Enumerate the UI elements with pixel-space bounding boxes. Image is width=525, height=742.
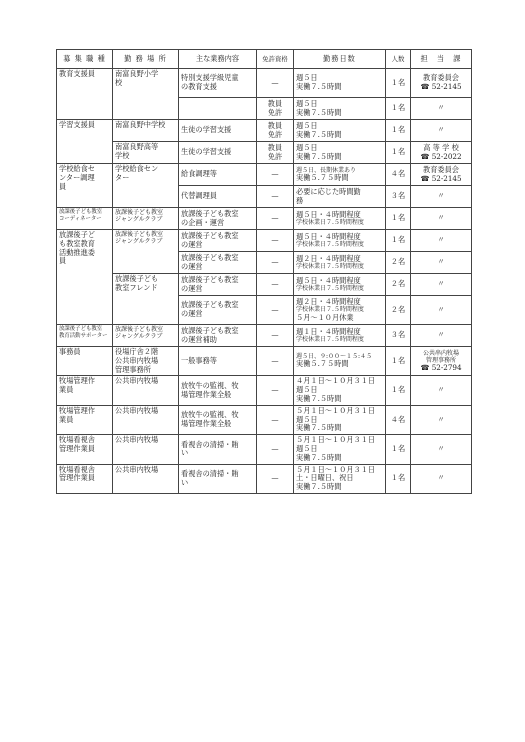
duties-cell: [179, 186, 257, 208]
table-row: [57, 376, 472, 405]
table-row: [57, 325, 472, 347]
cell-line: ５月１日～１０月３１日: [296, 464, 376, 474]
cell-line: ５月～１０月休業: [296, 312, 354, 322]
cell-line: 学校給食セン: [115, 164, 159, 173]
license-cell: [257, 120, 294, 142]
cell-line: 学校休業日７.５時間程度: [296, 219, 364, 227]
place-cell: [113, 164, 179, 208]
cell-line: 教育活動サポーター: [59, 333, 108, 339]
cell-line: 一般事務等: [181, 355, 217, 365]
work-days-cell: [294, 435, 386, 464]
headcount-cell: １名: [386, 98, 411, 120]
cell-line: 〃: [437, 235, 445, 245]
job-title-cell: [57, 435, 113, 464]
cell-line: 放課後子ども教室: [115, 209, 164, 216]
cell-line: 放課後子ども教室: [181, 208, 239, 218]
cell-line: 免許: [267, 151, 283, 161]
department-cell: [411, 252, 472, 274]
cell-line: —: [271, 279, 279, 289]
cell-line: 公共串内牧場: [115, 435, 159, 445]
cell-line: 実働７.５時間: [296, 107, 342, 117]
cell-line: —: [271, 213, 279, 223]
license-cell: [257, 325, 294, 347]
license-cell: [257, 69, 294, 98]
table-row: [57, 142, 472, 164]
headcount-cell: １名: [386, 435, 411, 464]
job-table-body: [57, 69, 472, 494]
cell-line: 〃: [437, 279, 445, 289]
cell-line: 週５日・４時間程度: [296, 275, 361, 285]
cell-line: の運営: [181, 309, 203, 318]
job-title-cell: [57, 405, 113, 434]
cell-line: 土・日曜日、祝日: [296, 473, 354, 483]
duties-cell: [179, 120, 257, 142]
place-cell: [113, 274, 179, 325]
cell-line: 学校休業日７.５時間程度: [296, 336, 364, 344]
cell-line: 南富良野小学: [115, 69, 159, 78]
job-title-cell: [57, 347, 113, 376]
phone-number: ☎ 52-2022: [413, 153, 469, 162]
cell-line: の運営: [181, 261, 203, 271]
cell-line: 教員: [267, 98, 283, 108]
duties-cell: [179, 274, 257, 296]
duties-cell: [179, 296, 257, 325]
cell-line: 教員: [267, 142, 283, 152]
cell-line: —: [271, 330, 279, 340]
cell-line: 放課後子ども教室: [59, 209, 103, 215]
license-cell: [257, 164, 294, 186]
phone-number: ☎ 52-2145: [413, 83, 469, 92]
cell-line: —: [271, 385, 279, 395]
place-cell: [113, 142, 179, 164]
license-cell: [257, 347, 294, 376]
cell-line: 免許: [267, 129, 283, 139]
cell-line: 〃: [437, 443, 445, 453]
license-cell: [257, 142, 294, 164]
cell-line: 牧場管理作: [59, 376, 95, 386]
headcount-cell: １名: [386, 142, 411, 164]
header-dept: 担 当 課: [411, 50, 472, 69]
cell-line: 代替調理員: [181, 191, 217, 201]
work-days-cell: [294, 69, 386, 98]
cell-line: 特別支援学級児童: [181, 73, 239, 83]
cell-line: ジャングルクラブ: [115, 216, 163, 224]
work-days-cell: [294, 142, 386, 164]
table-row: [57, 208, 472, 230]
cell-line: —: [271, 473, 279, 483]
table-row: [57, 347, 472, 376]
cell-line: 〃: [437, 473, 445, 483]
work-days-cell: [294, 230, 386, 252]
cell-line: 〃: [437, 103, 445, 113]
license-cell: [257, 98, 294, 120]
cell-line: 教育委員会: [423, 164, 459, 174]
header-days: 勤務日数: [294, 50, 386, 69]
department-cell: [411, 296, 472, 325]
cell-line: 教育支援員: [59, 69, 95, 78]
cell-line: ター: [115, 172, 130, 182]
headcount-cell: １名: [386, 347, 411, 376]
cell-line: 活動推進委: [59, 247, 95, 257]
header-job: 募 集 職 種: [57, 50, 113, 69]
job-title-cell: [57, 325, 113, 347]
department-cell: [411, 325, 472, 347]
cell-line: 学校給食セ: [59, 164, 95, 173]
cell-line: 南富良野高等: [115, 142, 159, 151]
cell-line: 事務員: [59, 347, 81, 356]
cell-line: 放牧牛の監視、牧: [181, 380, 239, 390]
cell-line: の企画・運営: [181, 217, 225, 227]
phone-number: ☎ 52-2145: [413, 175, 469, 184]
duties-cell: [179, 208, 257, 230]
cell-line: 放牧牛の監視、牧: [181, 410, 239, 420]
cell-line: —: [271, 257, 279, 267]
headcount-cell: １名: [386, 208, 411, 230]
department-cell: [411, 142, 472, 164]
cell-line: 週５日・４時間程度: [296, 231, 361, 241]
work-days-cell: [294, 186, 386, 208]
cell-line: ４月１日～１０月３１日: [296, 376, 376, 386]
duties-cell: [179, 230, 257, 252]
headcount-cell: ２名: [386, 296, 411, 325]
cell-line: 校: [115, 77, 123, 87]
cell-line: 週５日・４時間程度: [296, 209, 361, 219]
cell-line: 教育委員会: [423, 73, 459, 83]
table-row: [57, 69, 472, 98]
headcount-cell: ２名: [386, 274, 411, 296]
table-row: [57, 405, 472, 434]
cell-line: 〃: [437, 191, 445, 201]
cell-line: も教室教育: [59, 238, 95, 248]
cell-line: 実働７.５時間: [296, 482, 342, 492]
headcount-cell: ３名: [386, 325, 411, 347]
cell-line: 免許: [267, 107, 283, 117]
department-cell: [411, 230, 472, 252]
cell-line: 放課後子ども教室: [181, 300, 239, 310]
cell-line: い: [181, 477, 189, 487]
cell-line: 管理事務所: [115, 364, 151, 374]
cell-line: 学校休業日７.５時間程度: [296, 306, 364, 314]
job-title-cell: [57, 120, 113, 164]
cell-line: 放課後子ども教室: [181, 325, 239, 335]
headcount-cell: ２名: [386, 252, 411, 274]
cell-line: 〃: [437, 304, 445, 314]
cell-line: 公共串内牧場: [115, 464, 159, 474]
cell-line: ンター調理: [59, 172, 95, 182]
place-cell: [113, 435, 179, 464]
duties-cell: [179, 464, 257, 493]
cell-line: 週５日: [296, 73, 318, 83]
cell-line: 週５日: [296, 414, 318, 424]
cell-line: —: [271, 169, 279, 179]
headcount-cell: １名: [386, 464, 411, 493]
headcount-cell: １名: [386, 120, 411, 142]
cell-line: 給食調理等: [181, 169, 217, 179]
cell-line: 員: [59, 181, 67, 191]
duties-cell: [179, 325, 257, 347]
department-cell: [411, 164, 472, 186]
headcount-cell: ３名: [386, 186, 411, 208]
place-cell: [113, 120, 179, 142]
cell-line: 放課後子ども教室: [181, 252, 239, 262]
license-cell: [257, 405, 294, 434]
place-cell: [113, 230, 179, 274]
cell-line: 牧場看視舎: [59, 435, 95, 445]
department-cell: [411, 120, 472, 142]
cell-line: 放課後子ど: [59, 230, 95, 239]
cell-line: 公共串内牧場: [115, 376, 159, 386]
cell-line: 〃: [437, 125, 445, 135]
cell-line: 学校休業日７.５時間程度: [296, 241, 364, 249]
cell-line: の教育支援: [181, 82, 217, 91]
headcount-cell: １名: [386, 69, 411, 98]
work-days-cell: [294, 405, 386, 434]
job-title-cell: [57, 376, 113, 405]
job-title-cell: [57, 464, 113, 493]
cell-line: 役場庁舎２階: [115, 347, 159, 356]
license-cell: [257, 252, 294, 274]
cell-line: 〃: [437, 330, 445, 340]
cell-line: 学校休業日７.５時間程度: [296, 263, 364, 271]
job-title-cell: [57, 208, 113, 230]
cell-line: 高 等 学 校: [423, 142, 459, 152]
job-title-cell: [57, 230, 113, 325]
work-days-cell: [294, 164, 386, 186]
duties-cell: [179, 69, 257, 98]
duties-cell: [179, 347, 257, 376]
cell-line: ５月１日～１０月３１日: [296, 435, 376, 445]
cell-line: 看視舎の清掃・賄: [181, 439, 239, 449]
place-cell: [113, 376, 179, 405]
work-days-cell: [294, 347, 386, 376]
work-days-cell: [294, 120, 386, 142]
license-cell: [257, 435, 294, 464]
cell-line: 実働７.５時間: [296, 82, 342, 91]
license-cell: [257, 208, 294, 230]
cell-line: 週２日・４時間程度: [296, 296, 361, 306]
cell-line: 週５日、長期休業あり: [296, 166, 357, 174]
headcount-cell: １名: [386, 376, 411, 405]
cell-line: 学校休業日７.５時間程度: [296, 285, 364, 293]
cell-line: 牧場管理作: [59, 405, 95, 415]
cell-line: 週２日・４時間程度: [296, 253, 361, 263]
cell-line: —: [271, 443, 279, 453]
job-listing-sheet: [56, 49, 471, 494]
department-cell: [411, 208, 472, 230]
cell-line: 〃: [437, 257, 445, 267]
cell-line: —: [271, 304, 279, 314]
cell-line: 放課後子ども教室: [59, 326, 103, 332]
license-cell: [257, 230, 294, 252]
place-cell: [113, 405, 179, 434]
cell-line: 公共串内牧場: [422, 349, 459, 357]
table-row: [57, 164, 472, 186]
cell-line: 週５日: [296, 98, 318, 108]
duties-cell: [179, 405, 257, 434]
cell-line: 業員: [59, 385, 74, 395]
cell-line: 実働７.５時間: [296, 423, 342, 433]
cell-line: 放課後子ども: [115, 274, 159, 283]
cell-line: 実働７.５時間: [296, 129, 342, 139]
cell-line: ５月１日～１０月３１日: [296, 405, 376, 415]
department-cell: [411, 464, 472, 493]
work-days-cell: [294, 208, 386, 230]
cell-line: —: [271, 414, 279, 424]
cell-line: 実働５.７５時間: [296, 359, 349, 369]
headcount-cell: ４名: [386, 164, 411, 186]
cell-line: 場管理作業全般: [181, 389, 232, 399]
place-cell: [113, 325, 179, 347]
department-cell: [411, 435, 472, 464]
cell-line: ジャングルクラブ: [115, 238, 163, 246]
phone-number: ☎ 52-2794: [413, 364, 469, 373]
work-days-cell: [294, 376, 386, 405]
work-days-cell: [294, 296, 386, 325]
cell-line: の運営: [181, 283, 203, 293]
work-days-cell: [294, 252, 386, 274]
work-days-cell: [294, 98, 386, 120]
department-cell: [411, 405, 472, 434]
department-cell: [411, 186, 472, 208]
cell-line: 実働７.５時間: [296, 452, 342, 462]
cell-line: 場管理作業全般: [181, 418, 232, 428]
cell-line: 週１日・４時間程度: [296, 326, 361, 336]
table-row: [57, 435, 472, 464]
cell-line: 公共串内牧場: [115, 355, 159, 365]
cell-line: 〃: [437, 213, 445, 223]
cell-line: 〃: [437, 385, 445, 395]
department-cell: [411, 98, 472, 120]
cell-line: 南富良野中学校: [115, 120, 166, 129]
cell-line: ジャングルクラブ: [115, 333, 163, 341]
license-cell: [257, 376, 294, 405]
cell-line: —: [271, 191, 279, 201]
cell-line: 週５日: [296, 385, 318, 395]
header-count: 人数: [386, 50, 411, 69]
place-cell: [113, 208, 179, 230]
header-duties: 主な業務内容: [179, 50, 257, 69]
license-cell: [257, 296, 294, 325]
duties-cell: [179, 164, 257, 186]
duties-cell: [179, 435, 257, 464]
cell-line: —: [271, 77, 279, 87]
duties-cell: [179, 142, 257, 164]
work-days-cell: [294, 464, 386, 493]
cell-line: 放課後子ども教室: [115, 326, 164, 333]
cell-line: 放課後子ども教室: [181, 274, 239, 284]
work-days-cell: [294, 274, 386, 296]
license-cell: [257, 186, 294, 208]
cell-line: 学習支援員: [59, 120, 95, 129]
cell-line: 生徒の学習支援: [181, 125, 232, 135]
cell-line: 教室フレンド: [115, 282, 158, 292]
header-place: 勤 務 場 所: [113, 50, 179, 69]
job-title-cell: [57, 69, 113, 120]
place-cell: [113, 69, 179, 120]
cell-line: の運営: [181, 239, 203, 249]
cell-line: 生徒の学習支援: [181, 147, 232, 157]
cell-line: 週５日: [296, 120, 318, 130]
duties-cell: [179, 376, 257, 405]
cell-line: —: [271, 355, 279, 365]
cell-line: 放課後子ども教室: [115, 231, 164, 238]
header-row: [57, 50, 472, 69]
table-row: [57, 274, 472, 296]
job-listing-table: [56, 49, 472, 494]
cell-line: 務: [296, 195, 304, 205]
duties-cell: [179, 252, 257, 274]
cell-line: 業員: [59, 414, 74, 424]
department-cell: [411, 347, 472, 376]
table-row: [57, 464, 472, 493]
cell-line: 管理作業員: [59, 473, 95, 483]
department-cell: [411, 274, 472, 296]
department-cell: [411, 69, 472, 98]
cell-line: 看視舎の清掃・賄: [181, 468, 239, 478]
cell-line: 放課後子ども教室: [181, 230, 239, 240]
headcount-cell: ４名: [386, 405, 411, 434]
cell-line: コーディネーター: [59, 216, 102, 222]
cell-line: 週５日: [296, 443, 318, 453]
work-days-cell: [294, 325, 386, 347]
table-row: [57, 120, 472, 142]
cell-line: 教員: [267, 120, 283, 130]
cell-line: 必要に応じた時間勤: [296, 186, 361, 196]
cell-line: 〃: [437, 414, 445, 424]
cell-line: 実働５.７５時間: [296, 172, 349, 182]
license-cell: [257, 464, 294, 493]
cell-line: 牧場看視舎: [59, 464, 95, 474]
cell-line: 週５日、９:００～１５:４５: [296, 353, 373, 361]
cell-line: の運営補助: [181, 334, 217, 344]
license-cell: [257, 274, 294, 296]
place-cell: [113, 464, 179, 493]
cell-line: 管理事務所: [425, 356, 456, 364]
table-row: [57, 230, 472, 252]
cell-line: 公共串内牧場: [115, 405, 159, 415]
department-cell: [411, 376, 472, 405]
cell-line: —: [271, 235, 279, 245]
cell-line: 管理作業員: [59, 443, 95, 453]
cell-line: 実働７.５時間: [296, 393, 342, 403]
job-title-cell: [57, 164, 113, 208]
cell-line: 学校: [115, 150, 130, 160]
cell-line: い: [181, 448, 189, 458]
header-license: 免許資格: [257, 50, 294, 69]
place-cell: [113, 347, 179, 376]
cell-line: 員: [59, 256, 67, 266]
duties-cell: [179, 98, 257, 120]
headcount-cell: １名: [386, 230, 411, 252]
cell-line: 実働７.５時間: [296, 151, 342, 161]
cell-line: 週５日: [296, 142, 318, 152]
